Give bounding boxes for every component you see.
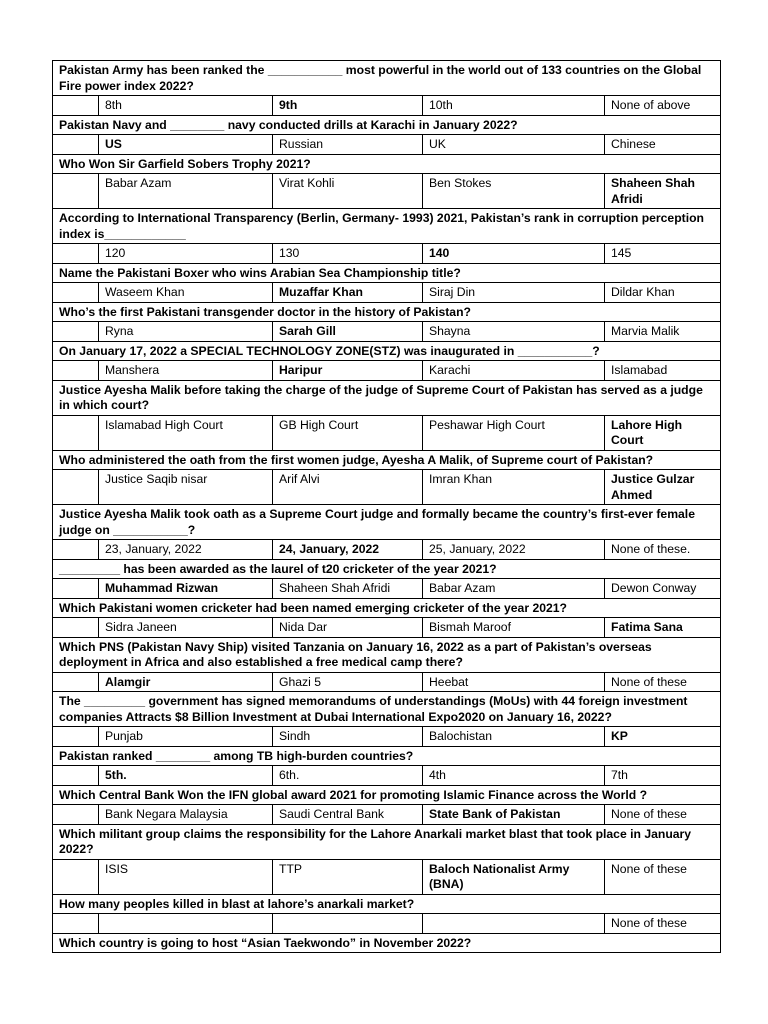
option-cell: Marvia Malik <box>605 322 721 342</box>
blank-number-cell <box>53 244 99 264</box>
option-cell: None of these <box>605 859 721 894</box>
option-cell: GB High Court <box>273 415 423 450</box>
question-text: Which Pakistani women cricketer had been named emerging cricketer of the year 2021? <box>53 598 721 618</box>
question-row <box>53 263 721 283</box>
option-cell-answer: KP <box>605 727 721 747</box>
question-text: Pakistan Navy and ________ navy conducted drills at Karachi in January 2022? <box>53 115 721 135</box>
blank-number-cell <box>53 283 99 303</box>
option-cell: 120 <box>99 244 273 264</box>
option-cell: Babar Azam <box>423 579 605 599</box>
option-cell: Bank Negara Malaysia <box>99 805 273 825</box>
question-row <box>53 824 721 859</box>
question-text: Who Won Sir Garfield Sobers Trophy 2021? <box>53 154 721 174</box>
option-cell <box>273 914 423 934</box>
option-cell-answer: Alamgir <box>99 672 273 692</box>
option-cell: Waseem Khan <box>99 283 273 303</box>
option-cell: None of these. <box>605 540 721 560</box>
option-cell: Balochistan <box>423 727 605 747</box>
question-row <box>53 380 721 415</box>
option-cell-answer: 5th. <box>99 766 273 786</box>
question-row <box>53 785 721 805</box>
option-cell: None of these <box>605 805 721 825</box>
mcq-table <box>52 60 721 953</box>
question-row <box>53 341 721 361</box>
options-row <box>53 672 721 692</box>
option-cell: Nida Dar <box>273 618 423 638</box>
option-cell: Arif Alvi <box>273 470 423 505</box>
question-text: The _________ government has signed memorandums of understandings (MoUs) with 44 foreign investment companies Attracts $8 Billion Investment at Dubai International Expo2020 on January 16, 2022? <box>53 692 721 727</box>
option-cell-answer: Justice Gulzar Ahmed <box>605 470 721 505</box>
question-text: Who’s the first Pakistani transgender doctor in the history of Pakistan? <box>53 302 721 322</box>
blank-number-cell <box>53 135 99 155</box>
option-cell: 6th. <box>273 766 423 786</box>
option-cell: Ben Stokes <box>423 174 605 209</box>
blank-number-cell <box>53 579 99 599</box>
option-cell: ISIS <box>99 859 273 894</box>
option-cell: 4th <box>423 766 605 786</box>
option-cell-answer: Muhammad Rizwan <box>99 579 273 599</box>
question-text: According to International Transparency (Berlin, Germany- 1993) 2021, Pakistan’s rank in corruption perception index is____________ <box>53 209 721 244</box>
option-cell-answer: 9th <box>273 96 423 116</box>
option-cell-answer: State Bank of Pakistan <box>423 805 605 825</box>
blank-number-cell <box>53 859 99 894</box>
question-row <box>53 598 721 618</box>
options-row <box>53 540 721 560</box>
option-cell: Islamabad <box>605 361 721 381</box>
option-cell-answer: US <box>99 135 273 155</box>
option-cell: Bismah Maroof <box>423 618 605 638</box>
option-cell: Ryna <box>99 322 273 342</box>
blank-number-cell <box>53 727 99 747</box>
options-row <box>53 579 721 599</box>
question-text: How many peoples killed in blast at lahore’s anarkali market? <box>53 894 721 914</box>
question-row <box>53 933 721 953</box>
question-text: Pakistan Army has been ranked the ___________ most powerful in the world out of 133 countries on the Global Fire power index 2022? <box>53 61 721 96</box>
options-row <box>53 470 721 505</box>
options-row <box>53 135 721 155</box>
question-text: _________ has been awarded as the laurel of t20 cricketer of the year 2021? <box>53 559 721 579</box>
blank-number-cell <box>53 174 99 209</box>
question-row <box>53 894 721 914</box>
blank-number-cell <box>53 672 99 692</box>
options-row <box>53 322 721 342</box>
options-row <box>53 361 721 381</box>
option-cell-answer: Sarah Gill <box>273 322 423 342</box>
option-cell: Sidra Janeen <box>99 618 273 638</box>
option-cell <box>99 914 273 934</box>
blank-number-cell <box>53 96 99 116</box>
question-row <box>53 450 721 470</box>
option-cell-answer: Baloch Nationalist Army (BNA) <box>423 859 605 894</box>
blank-number-cell <box>53 805 99 825</box>
option-cell: Peshawar High Court <box>423 415 605 450</box>
option-cell: UK <box>423 135 605 155</box>
options-row <box>53 859 721 894</box>
option-cell: Babar Azam <box>99 174 273 209</box>
option-cell: 7th <box>605 766 721 786</box>
question-row <box>53 209 721 244</box>
question-row <box>53 746 721 766</box>
option-cell: Virat Kohli <box>273 174 423 209</box>
option-cell: Imran Khan <box>423 470 605 505</box>
option-cell: Islamabad High Court <box>99 415 273 450</box>
option-cell: 145 <box>605 244 721 264</box>
quiz-sheet <box>52 60 720 953</box>
option-cell <box>423 914 605 934</box>
question-row <box>53 115 721 135</box>
question-row <box>53 637 721 672</box>
option-cell-answer: 24, January, 2022 <box>273 540 423 560</box>
option-cell: Justice Saqib nisar <box>99 470 273 505</box>
question-text: Justice Ayesha Malik before taking the charge of the judge of Supreme Court of Pakistan has served as a judge in which court? <box>53 380 721 415</box>
option-cell: Manshera <box>99 361 273 381</box>
option-cell: Ghazi 5 <box>273 672 423 692</box>
options-row <box>53 766 721 786</box>
option-cell-answer: Lahore High Court <box>605 415 721 450</box>
question-text: Justice Ayesha Malik took oath as a Supreme Court judge and formally became the country’s first-ever female judge on ___________? <box>53 505 721 540</box>
question-row <box>53 302 721 322</box>
options-row <box>53 727 721 747</box>
option-cell: Sindh <box>273 727 423 747</box>
option-cell-answer: Muzaffar Khan <box>273 283 423 303</box>
option-cell: Karachi <box>423 361 605 381</box>
option-cell: TTP <box>273 859 423 894</box>
question-text: Which Central Bank Won the IFN global award 2021 for promoting Islamic Finance across the World ? <box>53 785 721 805</box>
question-text: On January 17, 2022 a SPECIAL TECHNOLOGY ZONE(STZ) was inaugurated in ___________? <box>53 341 721 361</box>
blank-number-cell <box>53 322 99 342</box>
question-text: Pakistan ranked ________ among TB high-burden countries? <box>53 746 721 766</box>
options-row <box>53 914 721 934</box>
option-cell-answer: Fatima Sana <box>605 618 721 638</box>
question-text: Name the Pakistani Boxer who wins Arabian Sea Championship title? <box>53 263 721 283</box>
option-cell: 25, January, 2022 <box>423 540 605 560</box>
option-cell: Chinese <box>605 135 721 155</box>
question-text: Which country is going to host “Asian Taekwondo” in November 2022? <box>53 933 721 953</box>
option-cell: Saudi Central Bank <box>273 805 423 825</box>
option-cell: 10th <box>423 96 605 116</box>
question-text: Who administered the oath from the first women judge, Ayesha A Malik, of Supreme court of Pakistan? <box>53 450 721 470</box>
options-row <box>53 415 721 450</box>
option-cell: Heebat <box>423 672 605 692</box>
blank-number-cell <box>53 361 99 381</box>
blank-number-cell <box>53 914 99 934</box>
option-cell: Shaheen Shah Afridi <box>273 579 423 599</box>
blank-number-cell <box>53 540 99 560</box>
question-row <box>53 154 721 174</box>
blank-number-cell <box>53 766 99 786</box>
question-row <box>53 692 721 727</box>
option-cell-answer: Shaheen Shah Afridi <box>605 174 721 209</box>
option-cell: 23, January, 2022 <box>99 540 273 560</box>
options-row <box>53 618 721 638</box>
option-cell: Russian <box>273 135 423 155</box>
options-row <box>53 96 721 116</box>
option-cell: None of these <box>605 914 721 934</box>
option-cell: Siraj Din <box>423 283 605 303</box>
option-cell: Shayna <box>423 322 605 342</box>
options-row <box>53 283 721 303</box>
option-cell: Dewon Conway <box>605 579 721 599</box>
question-row <box>53 61 721 96</box>
question-row <box>53 559 721 579</box>
blank-number-cell <box>53 415 99 450</box>
question-row <box>53 505 721 540</box>
option-cell-answer: Haripur <box>273 361 423 381</box>
blank-number-cell <box>53 470 99 505</box>
option-cell: None of above <box>605 96 721 116</box>
option-cell: 130 <box>273 244 423 264</box>
option-cell: Punjab <box>99 727 273 747</box>
question-text: Which militant group claims the responsibility for the Lahore Anarkali market blast that took place in January 2022? <box>53 824 721 859</box>
question-text: Which PNS (Pakistan Navy Ship) visited Tanzania on January 16, 2022 as a part of Pakistan’s overseas deployment in Africa and also established a free medical camp there? <box>53 637 721 672</box>
option-cell-answer: 140 <box>423 244 605 264</box>
option-cell: Dildar Khan <box>605 283 721 303</box>
options-row <box>53 174 721 209</box>
options-row <box>53 244 721 264</box>
options-row <box>53 805 721 825</box>
option-cell: 8th <box>99 96 273 116</box>
option-cell: None of these <box>605 672 721 692</box>
blank-number-cell <box>53 618 99 638</box>
